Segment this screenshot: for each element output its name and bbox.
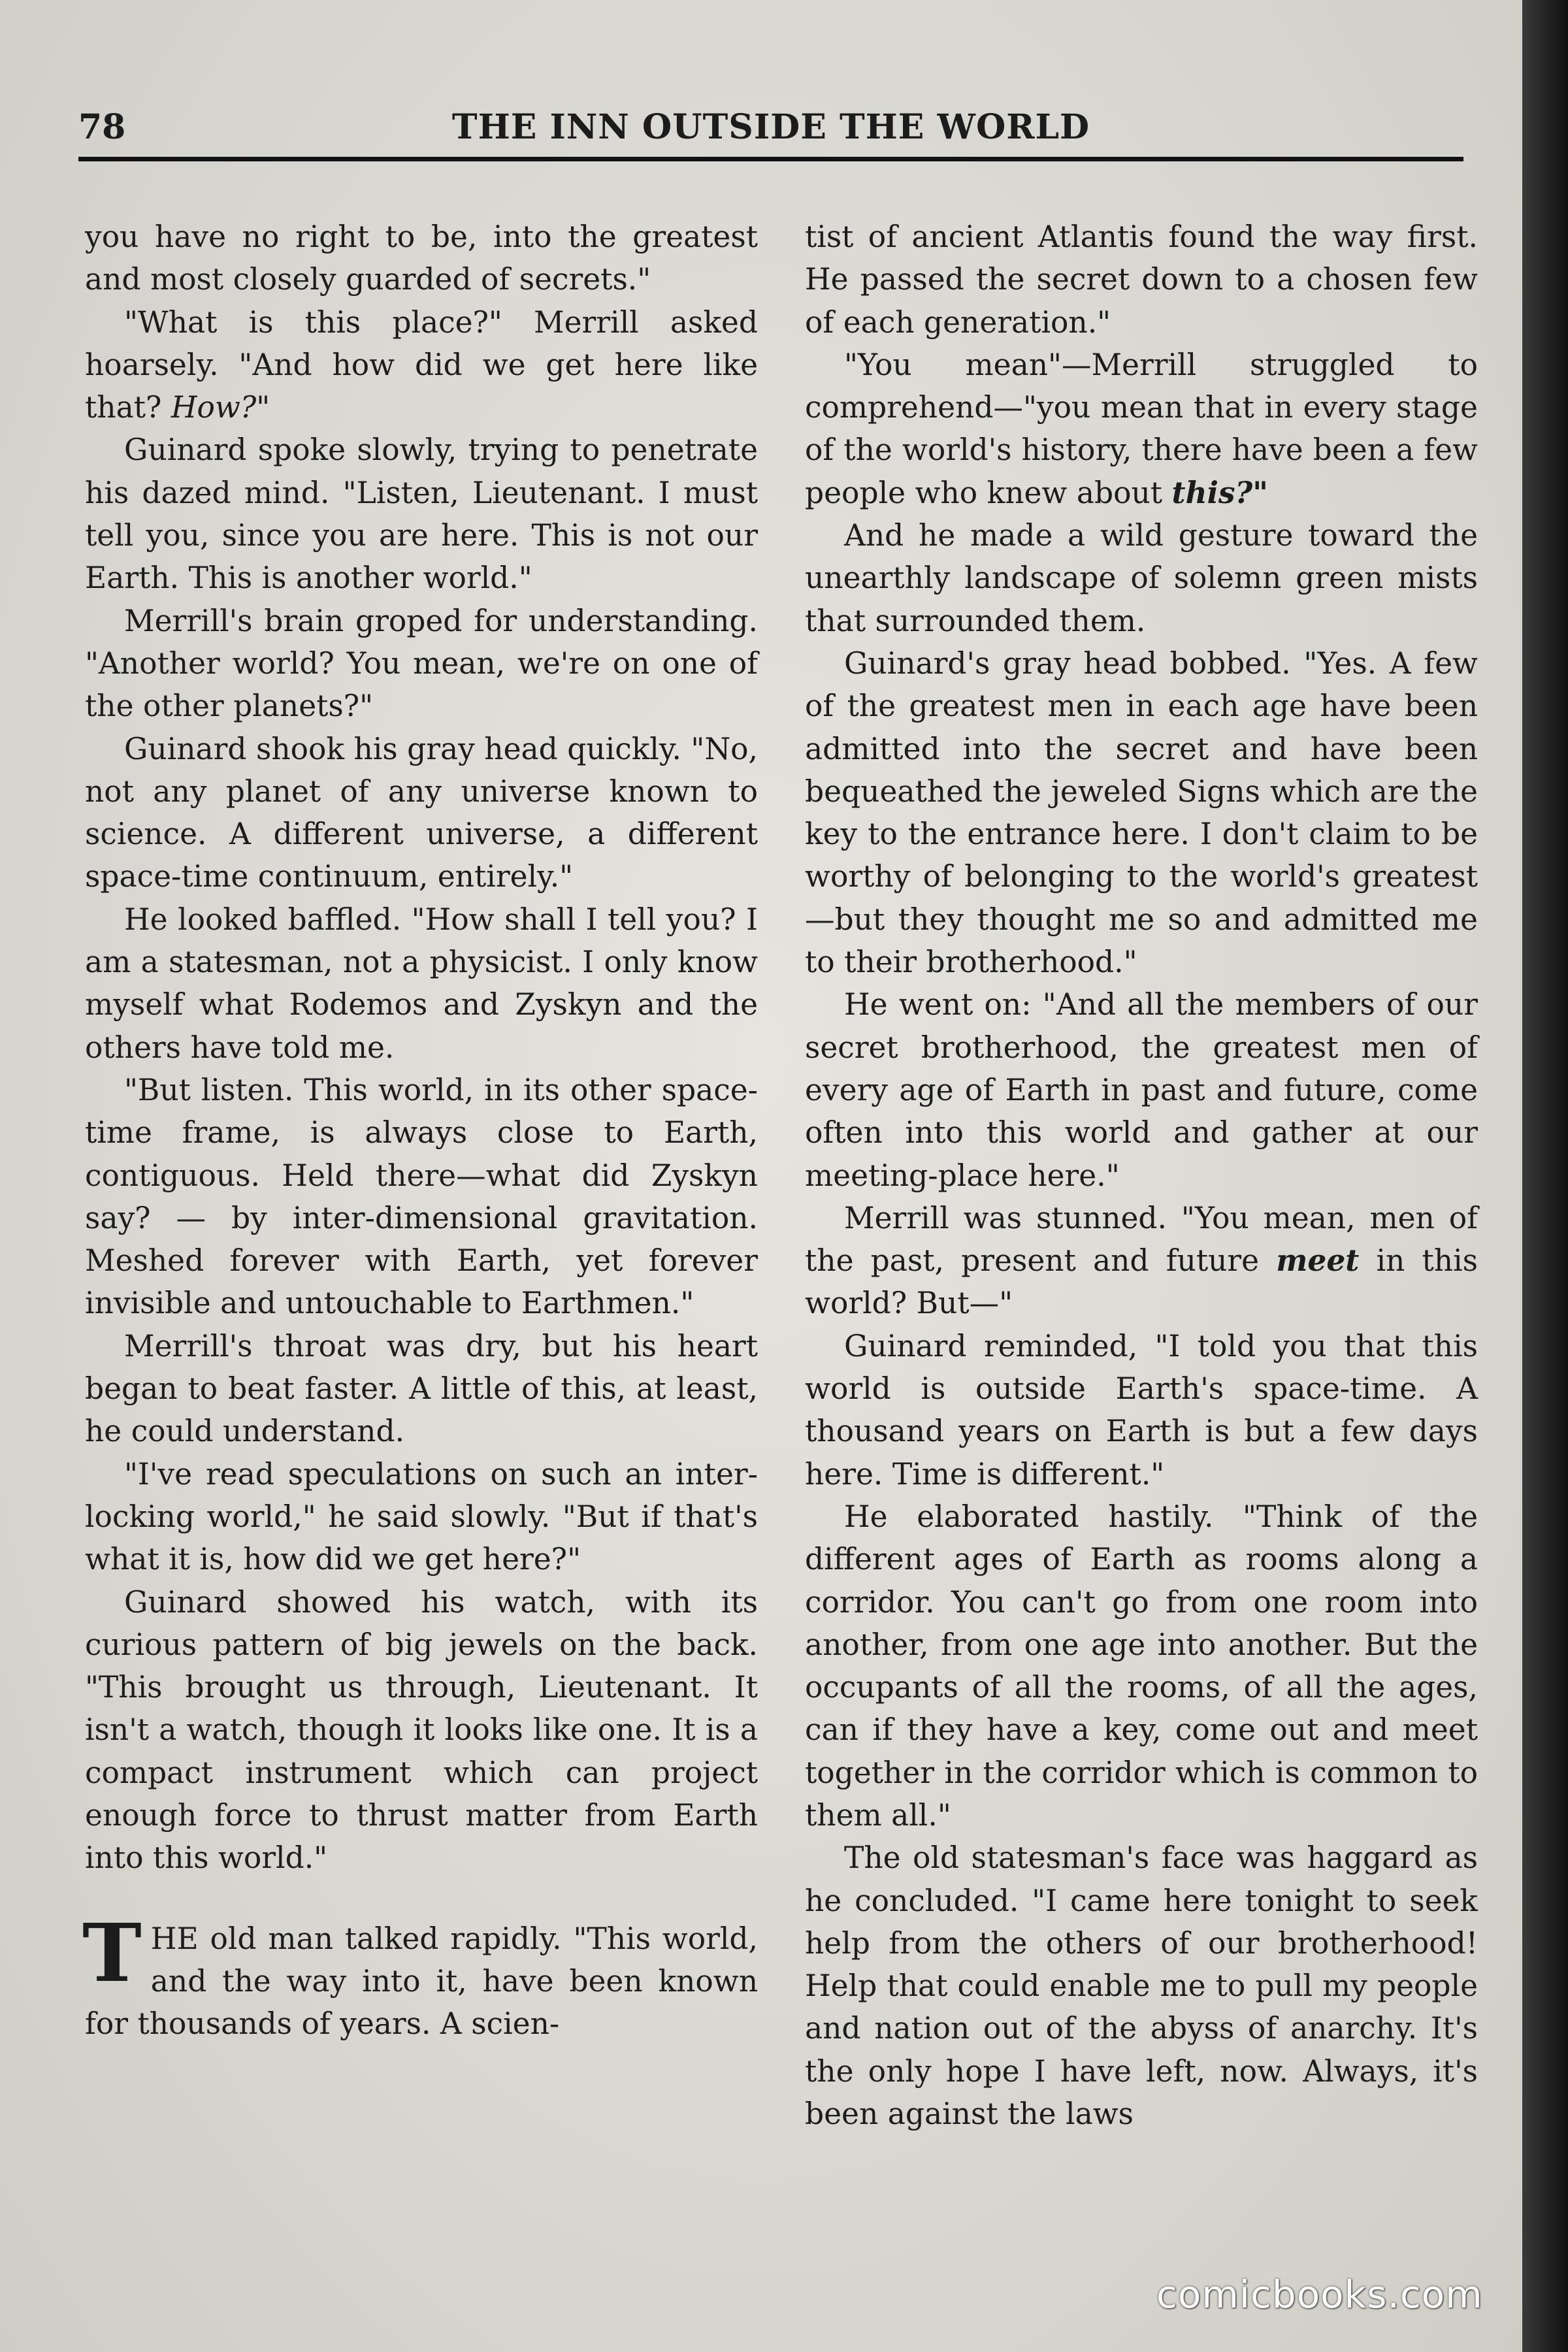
emphasis-text: How?" xyxy=(171,390,270,425)
paragraph: "But listen. This world, in its other space-time frame, is always close to Earth, contiguous. Held there—what did Zyskyn say? — by inter-dimensional gravitation. Meshed forever with Earth, yet forever invisible and untouchable to Earthmen." xyxy=(85,1072,758,1321)
paragraph-text: Merrill was stunned. "You mean, men of the past, present and future xyxy=(805,1200,1478,1279)
header-rule xyxy=(78,157,1463,161)
paragraph xyxy=(805,344,1478,514)
left-column xyxy=(82,216,759,2045)
paragraph: He looked baffled. "How shall I tell you? I am a statesman, not a physicist. I only know myself what Rodemos and Zyskyn and the others have told me. xyxy=(85,902,758,1065)
paragraph xyxy=(85,301,758,429)
page-header xyxy=(78,105,1463,150)
paragraph: you have no right to be, into the greatest and most closely guarded of secrets." xyxy=(85,220,758,297)
paragraph: Guinard spoke slowly, trying to penetrate his dazed mind. "Listen, Lieutenant. I must tell you, since you are here. This is not our Earth. This is another world." xyxy=(85,433,758,596)
right-column xyxy=(805,216,1478,2135)
paragraph: Guinard reminded, "I told you that this world is outside Earth's space-time. A thousand years on Earth is but a few days here. Time is different." xyxy=(805,1328,1478,1492)
paragraph: He went on: "And all the members of our secret brotherhood, the greatest men of every age of Earth in past and future, come often into this world and gather at our meeting-place here." xyxy=(805,987,1478,1193)
section-paragraph xyxy=(82,1905,758,2046)
page-number: 78 xyxy=(78,107,126,147)
paragraph: Guinard's gray head bobbed. "Yes. A few of the greatest men in each age have been admitted into the secret and have been bequeathed the jeweled Signs which are the key to the entrance here. I don't claim to be worthy of belonging to the world's greatest—but they thought me so and admitted me to their brotherhood." xyxy=(805,645,1478,980)
paragraph-text: "You mean"—Merrill struggled to comprehend—"you mean that in every stage of the world's history, there have been a few people who knew about xyxy=(805,347,1478,510)
emphasis-text: meet xyxy=(1276,1243,1360,1279)
paragraph: The old statesman's face was haggard as he concluded. "I came here tonight to seek help from the others of our brotherhood! Help that could enable me to pull my people and nation out of the abyss of anarchy. It's the only hope I have left, now. Always, it's been against the laws xyxy=(805,1840,1478,2132)
paragraph-text: HE old man talked rapidly. "This world, and the way into it, have been known for thousands of years. A scien- xyxy=(85,1921,758,2042)
watermark: comicbooks.com xyxy=(1156,2272,1483,2317)
paragraph: "I've read speculations on such an inter-locking world," he said slowly. "But if that's what it is, how did we get here?" xyxy=(85,1456,758,1577)
paragraph xyxy=(805,1197,1478,1325)
paragraph: Guinard showed his watch, with its curious pattern of big jewels on the back. "This brought us through, Lieutenant. It isn't a watch, though it looks like one. It is a compact instrument which can project enough force to thrust matter from Earth into this world." xyxy=(85,1584,758,1876)
emphasis-text: this?" xyxy=(1171,474,1268,510)
paragraph: Guinard shook his gray head quickly. "No, not any planet of any universe known to science. A different universe, a different space-time continuum, entirely." xyxy=(85,731,759,894)
paragraph: tist of ancient Atlantis found the way first. He passed the secret down to a chosen few of each generation." xyxy=(805,220,1478,340)
paragraph: And he made a wild gesture toward the unearthly landscape of solemn green mists that surrounded them. xyxy=(805,518,1478,638)
paragraph-text: in this world? But—" xyxy=(805,1243,1478,1321)
paragraph-text: "What is this place?" Merrill asked hoarsely. "And how did we get here like that? xyxy=(85,304,758,425)
running-title: THE INN OUTSIDE THE WORLD xyxy=(451,107,1090,147)
paragraph: He elaborated hastily. "Think of the different ages of Earth as rooms along a corridor. You can't go from one room into another, from one age into another. But the occupants of all the rooms, of all the ages, can if they have a key, come out and meet together in the corridor which is common to them all." xyxy=(805,1499,1478,1833)
drop-cap: T xyxy=(82,1905,142,2000)
paragraph: Merrill's throat was dry, but his heart began to beat faster. A little of this, at least, he could understand. xyxy=(85,1328,758,1449)
paragraph: Merrill's brain groped for understanding. "Another world? You mean, we're on one of the other planets?" xyxy=(85,603,758,724)
binding-edge xyxy=(1522,0,1568,2352)
